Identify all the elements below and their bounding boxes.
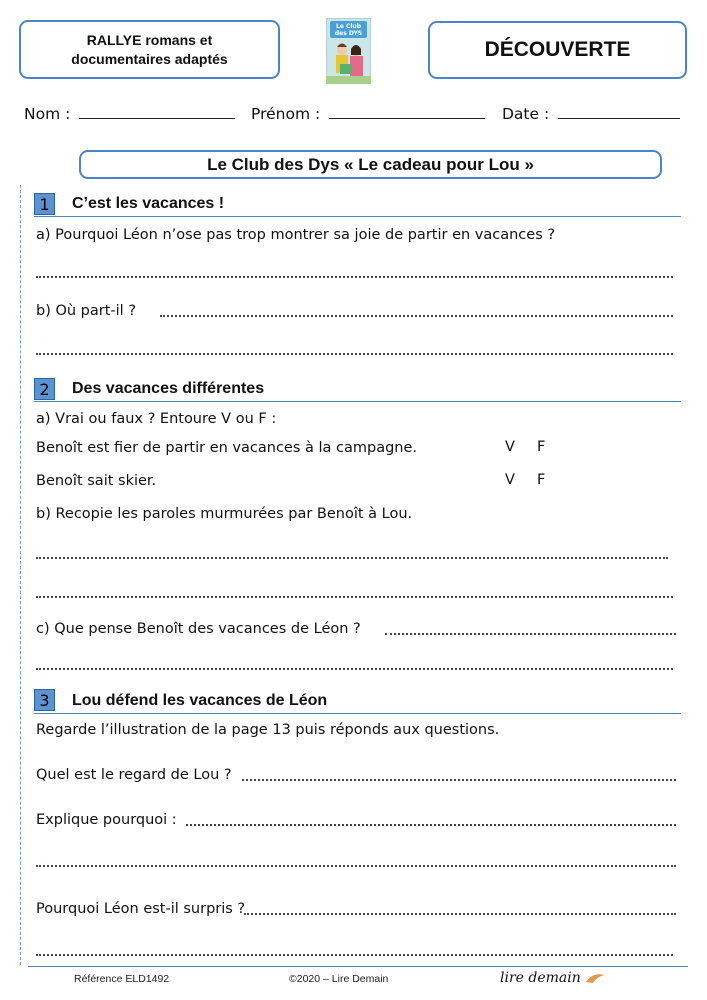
section-3-title: Lou défend les vacances de Léon	[72, 692, 328, 709]
answer-line[interactable]	[186, 824, 676, 826]
worksheet-title-box	[79, 150, 662, 179]
section-2-rule	[34, 401, 681, 402]
statement-2-v-option[interactable]: V	[505, 472, 515, 488]
statement-1: Benoît est fier de partir en vacances à la campagne.	[36, 440, 418, 456]
cover-title-line2: des DYS	[334, 30, 363, 37]
section-2-question-c: c) Que pense Benoît des vacances de Léon ?	[36, 621, 361, 637]
section-2-question-a: a) Vrai ou faux ? Entoure V ou F :	[36, 411, 277, 427]
nom-field[interactable]	[24, 104, 235, 124]
book-cover-image	[326, 18, 371, 84]
date-answer-line[interactable]	[558, 104, 680, 119]
answer-line[interactable]	[36, 353, 673, 355]
section-1-rule	[34, 216, 681, 217]
prenom-field[interactable]	[251, 104, 485, 124]
date-label: Date :	[502, 105, 550, 123]
footer-copyright: ©2020 – Lire Demain	[289, 973, 389, 985]
prenom-label: Prénom :	[251, 105, 321, 123]
statement-1-v-option[interactable]: V	[505, 439, 515, 455]
cover-title-line1: Le Club	[335, 23, 362, 30]
answer-line[interactable]	[244, 913, 676, 915]
section-1-title: C’est les vacances !	[72, 195, 225, 212]
nom-label: Nom :	[24, 105, 71, 123]
worksheet-title: Le Club des Dys « Le cadeau pour Lou »	[207, 155, 534, 174]
statement-1-f-option[interactable]: F	[537, 439, 546, 455]
footer-rule	[28, 966, 688, 967]
section-1-number: 1	[34, 193, 55, 215]
section-2-title: Des vacances différentes	[72, 380, 265, 397]
section-3-question-3: Pourquoi Léon est-il surpris ?	[36, 901, 246, 917]
prenom-answer-line[interactable]	[329, 104, 485, 119]
answer-line[interactable]	[36, 668, 673, 670]
nom-answer-line[interactable]	[79, 104, 235, 119]
answer-line[interactable]	[160, 315, 673, 317]
decouverte-box	[428, 21, 687, 79]
statement-2-f-option[interactable]: F	[537, 472, 546, 488]
answer-line[interactable]	[242, 779, 676, 781]
section-3-intro: Regarde l’illustration de la page 13 puis réponds aux questions.	[36, 722, 500, 738]
rallye-label-box	[19, 20, 280, 79]
left-margin-line	[20, 185, 21, 965]
section-1-question-a: a) Pourquoi Léon n’ose pas trop montrer sa joie de partir en vacances ?	[36, 227, 556, 243]
section-3-question-2: Explique pourquoi :	[36, 812, 177, 828]
rallye-label-line2: documentaires adaptés	[71, 51, 228, 67]
answer-line[interactable]	[385, 633, 676, 635]
section-3-rule	[34, 713, 681, 714]
section-1-question-b: b) Où part-il ?	[36, 303, 137, 319]
section-2-question-b: b) Recopie les paroles murmurées par Benoît à Lou.	[36, 506, 413, 522]
section-2-number: 2	[34, 378, 55, 400]
logo-text: lire demain	[500, 970, 581, 986]
decouverte-label: DÉCOUVERTE	[484, 38, 631, 61]
answer-line[interactable]	[36, 865, 676, 867]
answer-line[interactable]	[36, 276, 673, 278]
answer-line[interactable]	[36, 596, 673, 598]
statement-2: Benoît sait skier.	[36, 473, 157, 489]
section-3-question-1: Quel est le regard de Lou ?	[36, 767, 232, 783]
lire-demain-logo	[500, 970, 605, 986]
rallye-label-line1: RALLYE romans et	[86, 32, 213, 48]
logo-swoosh-icon	[585, 972, 605, 984]
date-field[interactable]	[502, 104, 680, 124]
footer-reference: Référence ELD1492	[74, 973, 170, 985]
section-3-number: 3	[34, 689, 55, 711]
answer-line[interactable]	[36, 557, 668, 559]
answer-line[interactable]	[36, 954, 673, 956]
